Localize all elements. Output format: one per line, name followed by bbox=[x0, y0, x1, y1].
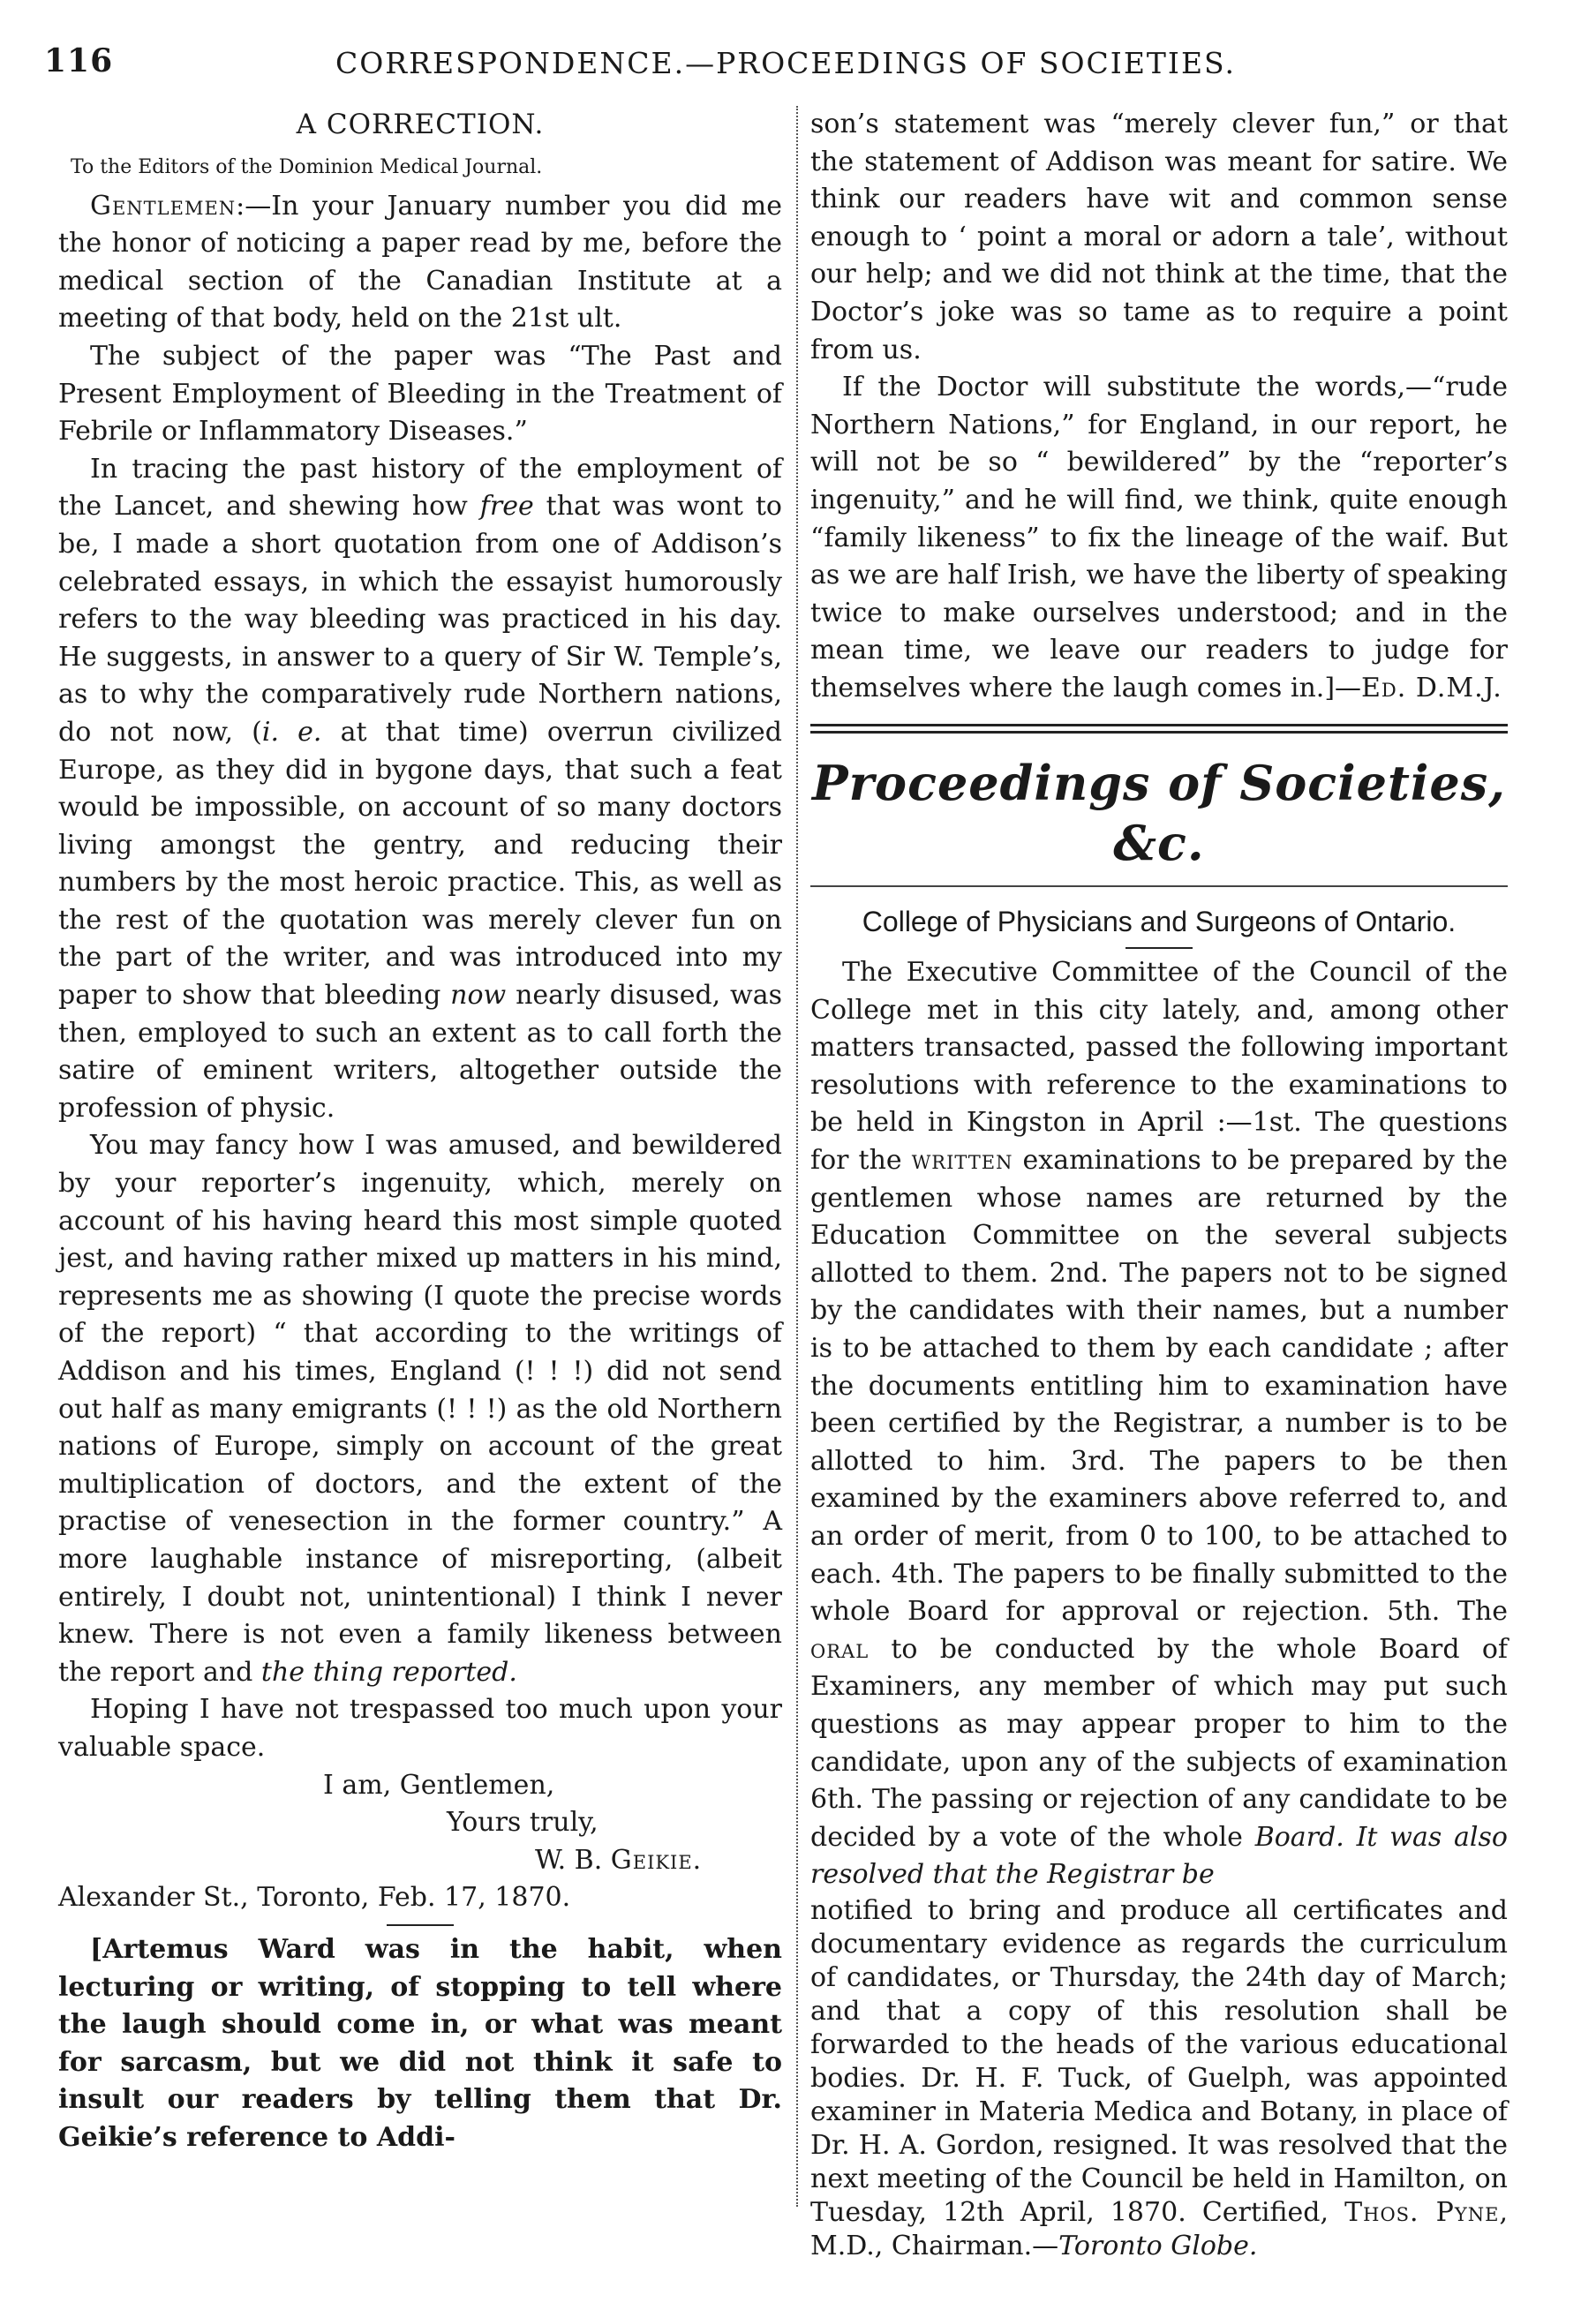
header-title: CORRESPONDENCE.—PROCEEDINGS OF SOCIETIES. bbox=[335, 46, 1236, 80]
editor-note: [Artemus Ward was in the habit, when lecturing or writing, of stopping to tell where the laugh should come in, or what was meant for sarcasm, but we did not think it safe to insult our readers by telling them that Dr. Geikie’s reference to Addi- bbox=[58, 1933, 782, 2153]
editor-note-continued: son’s statement was “merely clever fun,” or that the statement of Addison was meant for satire. We think our readers have wit and common sense enough to ‘ point a moral or adorn a tale’, without our help; and we did not think at the time, that the Doctor’s joke was so tame as to require a point from us. bbox=[810, 109, 1508, 365]
left-column bbox=[58, 106, 782, 2156]
correction-heading: A CORRECTION. bbox=[296, 109, 545, 140]
addressee: To the Editors of the Dominion Medical Journal. bbox=[71, 155, 543, 178]
double-rule bbox=[810, 724, 1508, 734]
society-subheading: College of Physicians and Surgeons of Ontario. bbox=[862, 905, 1457, 937]
page-number: 116 bbox=[44, 42, 114, 79]
letter-paragraph-1: Gentlemen:—In your January number you did me the honor of noticing a paper read by me, before the medical section of the Canadian Institute at a meeting of that body, held on the 21st ult. bbox=[58, 190, 782, 335]
short-rule bbox=[387, 1924, 454, 1926]
section-title: Proceedings of Societies, &c. bbox=[812, 754, 1506, 871]
editor-signoff: Ed. D.M.J. bbox=[1361, 672, 1502, 704]
proceedings-paragraph-cont: notified to bring and produce all certificates and documentary evidence as regards the curriculum of candidates, or Thursday, the 24th day of March; and that a copy of this resolution shall be forwarded to the heads of the various educational bodies. Dr. H. F. Tuck, of Guelph, was appointed examiner in Materia Medica and Botany, in place of Dr. H. A. Gordon, resigned. It was resolved that the next meeting of the Council be held in Hamilton, on Tuesday, 12th April, 1870. Certified, Thos. Pyne, M.D., Chairman.—Toronto Globe. bbox=[810, 1894, 1508, 2261]
salutation: Gentlemen bbox=[90, 190, 237, 222]
editor-note-paragraph-2: If the Doctor will substitute the words,—“rude Northern Nations,” for England, in our report, he will not be so “ bewildered” by the “reporter’s ingenuity,” and he will find, we think, quite enough “family likeness” to fix the lineage of the waif. But as we are half Irish, we have the liberty of speaking twice to make ourselves understood; and in the mean time, we leave our readers to judge for themselves where the laugh comes in.]—Ed. D.M.J. bbox=[810, 372, 1508, 704]
column-divider bbox=[796, 106, 798, 2207]
proceedings-paragraph: The Executive Committee of the Council of the College met in this city lately, and, among other matters transacted, passed the following important resolutions with reference to the examinations to be held in Kingston in April :—1st. The questions for the written examinations to be prepared by the gentlemen whose names are returned by the Education Committee on the several subjects allotted to them. 2nd. The papers not to be signed by the candidates with their names, but a number is to be attached to them by each candidate ; after the documents entitling him to examination have been certified by the Registrar, a number is to be allotted to him. 3rd. The papers to be then examined by the examiners above referred to, and an order of merit, from 0 to 100, to be attached to each. 4th. The papers to be finally submitted to the whole Board for approval or rejection. 5th. The oral to be conducted by the whole Board of Examiners, any member of which may put such questions as may appear proper to him to the candidate, upon any of the subjects of examination 6th. The passing or rejection of any candidate to be decided by a vote of the whole Board. It was also resolved that the Registrar be bbox=[810, 957, 1508, 1891]
letter-paragraph-5: Hoping I have not trespassed too much upon your valuable space. bbox=[58, 1694, 782, 1763]
thin-rule bbox=[810, 885, 1508, 887]
letter-paragraph-2: The subject of the paper was “The Past and Present Employment of Bleeding in the Treatment of Febrile or Inflammatory Diseases.” bbox=[58, 340, 782, 448]
closing-line: I am, Gentlemen, bbox=[323, 1769, 555, 1801]
signature-address: Alexander St., Toronto, Feb. 17, 1870. bbox=[58, 1882, 571, 1914]
running-head bbox=[44, 42, 1527, 87]
letter-paragraph-3: In tracing the past history of the employment of the Lancet, and shewing how free that was wont to be, I made a short quotation from one of Addison’s celebrated essays, in which the essayist humorously refers to the way bleeding was practiced in his day. He suggests, in answer to a query of Sir W. Temple’s, as to why the comparatively rude Northern nations, do not now, (i. e. at that time) overrun civilized Europe, as they did in bygone days, that such a feat would be impossible, on account of so many doctors living amongst the gentry, and reducing their numbers by the most heroic practice. This, as well as the rest of the quotation was merely clever fun on the part of the writer, and was introduced into my paper to show that bleeding now nearly disused, was then, employed to such an extent as to call forth the satire of eminent writers, altogether outside the profession of physic. bbox=[58, 453, 782, 1124]
letter-paragraph-4: You may fancy how I was amused, and bewildered by your reporter’s ingenuity, which, merely on account of his having heard this most simple quoted jest, and having rather mixed up matters in his mind, represents me as showing (I quote the precise words of the report) “ that according to the writings of Addison and his times, England (! ! !) did not send out half as many emigrants (! ! !) as the old Northern nations of Europe, simply on account of the great multiplication of doctors, and the extent of the practise of venesection in the former country.” A more laughable instance of misreporting, (albeit entirely, I doubt not, unintentional) I think I never knew. There is not even a family likeness between the report and the thing reported. bbox=[58, 1130, 782, 1688]
signature: W. B. Geikie. bbox=[535, 1844, 703, 1876]
closing-yours: Yours truly, bbox=[447, 1807, 598, 1839]
short-rule-2 bbox=[1125, 947, 1193, 949]
right-column bbox=[810, 106, 1508, 2263]
